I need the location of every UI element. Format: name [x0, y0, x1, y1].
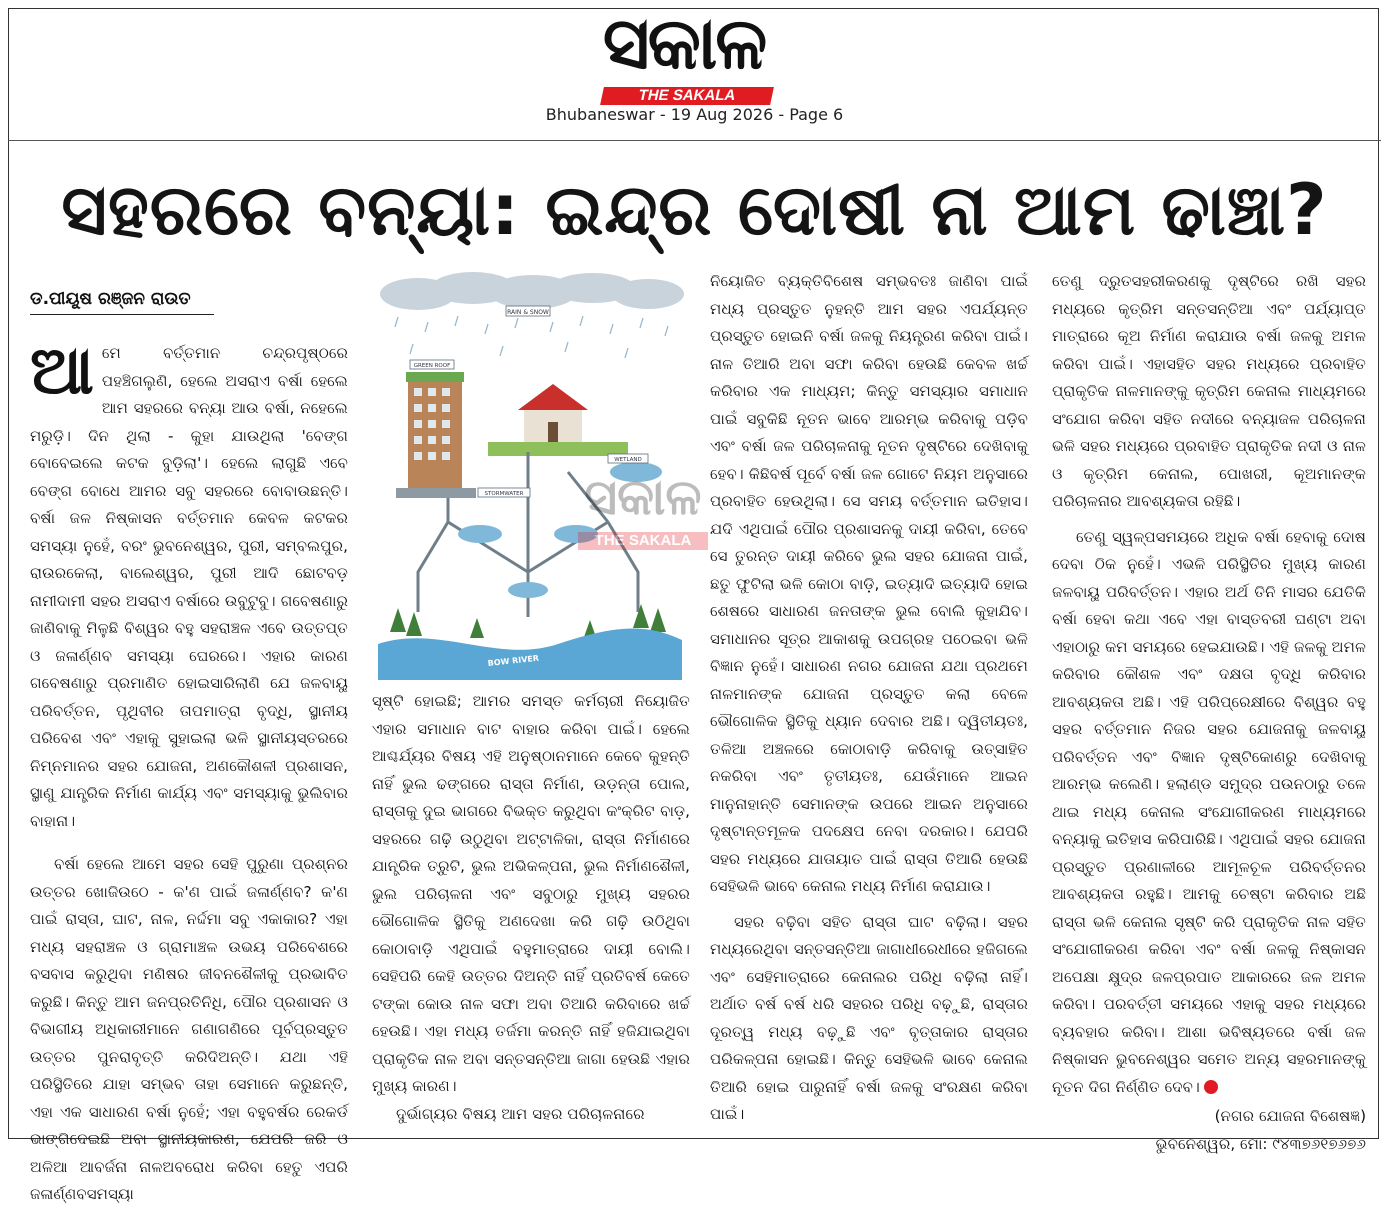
watermark-band: THE SAKALA	[578, 532, 708, 550]
paragraph	[1052, 524, 1366, 1102]
end-mark-icon	[1204, 1080, 1218, 1094]
stormwater-diagram	[378, 272, 682, 680]
paragraph: ଦୁର୍ଭାଗ୍ୟର ବିଷୟ ଆମ ସହର ପରିଚାଳନାରେ	[396, 1104, 645, 1123]
label-rain: RAIN & SNOW	[507, 309, 549, 316]
paragraph: ବର୍ଷା ହେଲେ ଆମେ ସହର ସେହି ପୁରୁଣା ପ୍ରଶ୍ନର ଉତ୍ତର ଖୋଜିଉଠେ - କ'ଣ ପାଇଁ ଜଳାର୍ଣ୍ଣବ? କ'ଣ ପାଇଁ ରାସ୍ତା, ଘାଟ, ନାଳ, ନର୍ଦ୍ଦମା ସବୁ ଏକାକାର? ଏହା ମଧ୍ୟ ସହରାଞ୍ଚଳ ଓ ଗ୍ରାମାଞ୍ଚଳ ଉଭୟ ପରିବେଶରେ ବସବାସ କରୁଥିବା ମଣିଷର ଜୀବନଶୈଳୀକୁ ପ୍ରଭାବିତ କରୁଛି। କିନ୍ତୁ ଆମ ଜନପ୍ରତିନିଧି, ପୌର ପ୍ରଶାସନ ଓ ବିଭାଗୀୟ ଅଧିକାରୀମାନେ ଗଣାଗଣିରେ ପୂର୍ବପ୍ରସ୍ତୁତ ଉତ୍ତର ପୁନରାବୃତ୍ତି କରିଦିଅନ୍ତି। ଯଥା ଏହି ପରିସ୍ଥିତିରେ ଯାହା ସମ୍ଭବ ତାହା ସେମାନେ କରୁଛନ୍ତି, ଏହା ଏକ ସାଧାରଣ ବର୍ଷା ନୁହେଁ; ଏହା ବହୁବର୍ଷର ରେକର୍ଡ ଭାଙ୍ଗିଦେଇଛି ଅବା ସ୍ଥାନୀୟକାରଣ, ଯେପରି ଜରି ଓ ଅଳିଆ ଆବର୍ଜନା ନାଳଅବରୋଧ କରିବା ହେତୁ ଏପରି ଜଳାର୍ଣ୍ଣବସମସ୍ୟା	[30, 855, 348, 1203]
logo-wordmark: ସକାଳ	[602, 1, 766, 85]
dateline: Bhubaneswar - 19 Aug 2026 - Page 6	[545, 105, 844, 124]
label-stormwater: STORMWATER	[484, 491, 524, 497]
stormwater-illustration	[378, 272, 682, 680]
author-role: (ନଗର ଯୋଜନା ବିଶେଷଜ୍ଞ)	[1214, 1107, 1366, 1125]
paragraph: ସୃଷ୍ଟି ହୋଇଛି; ଆମର ସମସ୍ତ କର୍ମଚାରୀ ନିୟୋଜିତ ଏହାର ସମାଧାନ ବାଟ ବାହାର କରିବା ପାଇଁ। ହେଲେ ଆଶ୍ଚର୍ଯ୍ୟର ବିଷୟ ଏହି ଅନୁଷ୍ଠାନମାନେ କେବେ କୁହନ୍ତି ନାହିଁ ଭୁଲ ଢଙ୍ଗରେ ରାସ୍ତା ନିର୍ମାଣ, ଉଡ଼ନ୍ତା ପୋଲ, ରାସ୍ତାକୁ ଦୁଇ ଭାଗରେ ବିଭକ୍ତ କରୁଥିବା କଂକ୍ରିଟ ବାଡ଼, ସହରରେ ଗଢ଼ି ଉଠୁଥିବା ଅଟ୍ଟାଳିକା, ରାସ୍ତା ନିର୍ମାଣରେ ଯାନ୍ତ୍ରିକ ତ୍ରୁଟି, ଭୁଲ ଅଭିକଳ୍ପନା, ଭୁଲ ନିର୍ମାଣଶୈଳୀ, ଭୁଲ ପରିଚାଳନା ଏବଂ ସବୁଠାରୁ ମୁଖ୍ୟ ସହରର ଭୌଗୋଳିକ ସ୍ଥିତିକୁ ଅଣଦେଖା କରି ଗଢ଼ି ଉଠିଥିବା କୋଠାବାଡ଼ି ଏଥିପାଇଁ ବହୁମାତ୍ରାରେ ଦାୟୀ ବୋଲି। ସେହିପରି କେହି ଉତ୍ତର ଦିଅନ୍ତି ନାହିଁ ପ୍ରତିବର୍ଷ କେତେ ଟଙ୍କା କୋଉ ନାଳ ସଫା ଅବା ତିଆରି କରିବାରେ ଖର୍ଚ୍ଚ ହେଉଛି। ଏହା ମଧ୍ୟ ତର୍ଜମା କରନ୍ତି ନାହିଁ ହଜିଯାଇଥିବା ପ୍ରାକୃତିକ ନାଳ ଅବା ସନ୍ତସନ୍ତିଆ ଜାଗା ହେଉଛି ଏହାର ମୁଖ୍ୟ କାରଣ।	[372, 692, 690, 1095]
author-contact: ଭୁବନେଶ୍ୱର, ମୋ: ୯୪୩୭୬୧୭୬୭୬	[1155, 1134, 1366, 1153]
byline: ଡ.ପୀୟୂଷ ରଞ୍ଜନ ରାଉତ	[30, 284, 214, 315]
paragraph: ନିୟୋଜିତ ବ୍ୟକ୍ତିବିଶେଷ ସମ୍ଭବତଃ ଜାଣିବା ପାଇଁ ମଧ୍ୟ ପ୍ରସ୍ତୁତ ନୁହନ୍ତି ଆମ ସହର ଏପର୍ଯ୍ୟନ୍ତ ପ୍ରସ୍ତୁତ ହୋଇନି ବର୍ଷା ଜଳକୁ ନିୟନ୍ତ୍ରଣ କରିବା ପାଇଁ। ନାଳ ତିଆରି ଅବା ସଫା କରିବା ହେଉଛି କେବଳ ଖର୍ଚ୍ଚ କରିବାର ଏକ ମାଧ୍ୟମ; କିନ୍ତୁ ସମସ୍ୟାର ସମାଧାନ ପାଇଁ ସବୁକିଛି ନୂତନ ଭାବେ ଆରମ୍ଭ କରିବାକୁ ପଡ଼ିବ ଏବଂ ବର୍ଷା ଜଳ ପରିଚାଳନାକୁ ନୂତନ ଦୃଷ୍ଟିରେ ଦେଖିବାକୁ ହେବ। କିଛିବର୍ଷ ପୂର୍ବେ ବର୍ଷା ଜଳ ଗୋଟେ ନିୟମ ଅନୁସାରେ ପ୍ରବାହିତ ହେଉଥିଲା। ସେ ସମୟ ବର୍ତ୍ତମାନ ଇତିହାସ। ଯଦି ଏଥିପାଇଁ ପୌର ପ୍ରଶାସନକୁ ଦାୟୀ କରିବା, ତେବେ ସେ ତୁରନ୍ତ ଦାୟୀ କରିବେ ଭୁଲ ସହର ଯୋଜନା ପାଇଁ, ଛତୁ ଫୁଟିଲା ଭଳି କୋଠା ବାଡ଼ି, ଇତ୍ୟାଦି ଇତ୍ୟାଦି ହୋଇ ଶେଷରେ ସାଧାରଣ ଜନତାଙ୍କ ଭୁଲ ବୋଲି କୁହାଯିବ। ସମାଧାନର ସୂତ୍ର ଆକାଶକୁ ଉପଗ୍ରହ ପଠେଇବା ଭଳି ବିଜ୍ଞାନ ନୁହେଁ। ସାଧାରଣ ନଗର ଯୋଜନା ଯଥା ପ୍ରଥମେ ନାଳମାନଙ୍କ ଯୋଜନା ପ୍ରସ୍ତୁତ କଲା ବେଳେ ଭୌଗୋଳିକ ସ୍ଥିତିକୁ ଧ୍ୟାନ ଦେବାର ଅଛି। ଦ୍ୱିତୀୟତଃ, ତଳିଆ ଅଞ୍ଚଳରେ କୋଠାବାଡ଼ି କରିବାକୁ ଉତ୍ସାହିତ ନକରିବା ଏବଂ ତୃତୀୟତଃ, ଯେଉଁମାନେ ଆଇନ ମାନୁନାହାନ୍ତି ସେମାନଙ୍କ ଉପରେ ଆଇନ ଅନୁସାରେ ଦୃଷ୍ଟାନ୍ତମୂଳକ ପଦକ୍ଷେପ ନେବା ଦରକାର। ଯେପରି ସହର ମଧ୍ୟରେ ଯାତାୟାତ ପାଇଁ ରାସ୍ତା ତିଆରି ହେଉଛି ସେହିଭଳି ଭାବେ କେନାଲ ମଧ୍ୟ ନିର୍ମାଣ କରାଯାଉ।	[710, 272, 1028, 895]
wetland-ponds	[458, 462, 662, 598]
paragraph-text: ତେଣୁ ସ୍ୱଳ୍ପସମୟରେ ଅଧିକ ବର୍ଷା ହେବାକୁ ଦୋଷ ଦେବା ଠିକ ନୁହେଁ। ଏଭଳି ପରିସ୍ଥିତିର ମୁଖ୍ୟ କାରଣ ଜଳବାୟୁ ପରିବର୍ତ୍ତନ। ଏହାର ଅର୍ଥ ତିନି ମାସର ଯେତିକି ବର୍ଷା ହେବା କଥା ଏବେ ଏହା ବାସ୍ତବରୀ ଘଣ୍ଟା ଅବା ଏହାଠାରୁ କମ ସମୟରେ ହେଇଯାଉଛି। ଏହି ଜଳକୁ ଅମଳ କରିବାର କୌଶଳ ଏବଂ ଦକ୍ଷତା ବୃଦ୍ଧି କରିବାର ଆବଶ୍ୟକତା ଅଛି। ଏହି ପରିପ୍ରେକ୍ଷୀରେ ବିଶ୍ୱର ବହୁ ସହର ବର୍ତ୍ତମାନ ନିଜର ସହର ଯୋଜନାକୁ ଜଳବାୟୁ ପରିବର୍ତ୍ତନ ଏବଂ ବିଜ୍ଞାନ ଦୃଷ୍ଟିକୋଣରୁ ଦେଖିବାକୁ ଆରମ୍ଭ କଲେଣି। ହଲାଣ୍ଡ ସମୁଦ୍ର ପଉନଠାରୁ ତଳେ ଥାଇ ମଧ୍ୟ କେନାଲ ସଂଯୋଗୀକରଣ ମାଧ୍ୟମରେ ବନ୍ୟାକୁ ଇତିହାସ କରିପାରିଛି। ଏଥିପାଇଁ ସହର ଯୋଜନା ପ୍ରସ୍ତୁତ ପ୍ରଣାଳୀରେ ଆମୂଳଚୂଳ ପରିବର୍ତ୍ତନର ଆବଶ୍ୟକତା ରହୁଛି। ଆମକୁ ଚେଷ୍ଟା କରିବାର ଅଛି ରାସ୍ତା ଭଳି କେନାଲ ସୃଷ୍ଟି କରି ପ୍ରାକୃତିକ ନାଳ ସହିତ ସଂଯୋଗୀକରଣ କରିବା ଏବଂ ବର୍ଷା ଜଳକୁ ନିଷ୍କାସନ ଅପେକ୍ଷା କ୍ଷୁଦ୍ର ଜଳପ୍ରପାତ ଆକାରରେ ଜଳ ଅମଳ କରିବା। ପରବର୍ତ୍ତୀ ସମୟରେ ଏହାକୁ ସହର ମଧ୍ୟରେ ବ୍ୟବହାର କରିବା। ଆଶା ଭବିଷ୍ୟତରେ ବର୍ଷା ଜଳ ନିଷ୍କାସନ ଭୁବନେଶ୍ୱର ସମେତ ଅନ୍ୟ ସହରମାନଙ୍କୁ ନୂତନ ଦିଗ ନିର୍ଣ୍ଣିତ ଦେବ।	[1052, 527, 1366, 1096]
masthead	[0, 0, 1389, 140]
rain-icon	[395, 316, 668, 358]
label-wetland: WETLAND	[614, 457, 642, 463]
paragraph-text: ମେ ବର୍ତ୍ତମାନ ଚନ୍ଦ୍ରପୃଷ୍ଠରେ ପହଞ୍ଚିଗଲୁଣି, ହେଲେ ଅସରାଏ ବର୍ଷା ହେଲେ ଆମ ସହରରେ ବନ୍ୟା ଆଉ ବର୍ଷା, ନହେଲେ ମରୁଡ଼ି। ଦିନ ଥିଲା - କୁହା ଯାଉଥିଲା 'ବେଙ୍ଗ ବୋବେଇଲେ କଟକ ବୁଡ଼ିଲା'। ହେଲେ ଲାଗୁଛି ଏବେ ବେଙ୍ଗ ବୋଧେ ଆମର ସବୁ ସହରରେ ବୋବାଉଛନ୍ତି। ବର୍ଷା ଜଳ ନିଷ୍କାସନ ବର୍ତ୍ତମାନ କେବଳ କଟକର ସମସ୍ୟା ନୁହେଁ, ବରଂ ଭୁବନେଶ୍ୱର, ପୁରୀ, ସମ୍ବଲପୁର, ରାଉରକେଲା, ବାଲେଶ୍ୱର, ପୁରୀ ଆଦି ଛୋଟବଡ଼ ନାମୀଦାମୀ ସହର ଅସରାଏ ବର୍ଷାରେ ଉବୁଟୁବୁ। ଗବେଷଣାରୁ ଜାଣିବାକୁ ମିଳୁଛି ବିଶ୍ୱର ବହୁ ସହରାଞ୍ଚଳ ଏବେ ଉତ୍ତପ୍ତ ଓ ଜଳାର୍ଣ୍ଣବ ସମସ୍ୟା ଘେରରେ। ଏହାର କାରଣ ଗବେଷଣାରୁ ପ୍ରମାଣିତ ହୋଇସାରିଲାଣି ଯେ ଜଳବାୟୁ ପରିବର୍ତ୍ତନ, ପୃଥିବୀର ତାପମାତ୍ରା ବୃଦ୍ଧି, ସ୍ଥାନୀୟ ପରିବେଶ ଏବଂ ଏହାକୁ ସୁହାଇଲା ଭଳି ସ୍ଥାନୀୟସ୍ତରରେ ନିମ୍ନମାନର ସହର ଯୋଜନା, ଅଣକୌଶଳୀ ପ୍ରଶାସନ, ସ୍ଥାଣୁ ଯାନ୍ତ୍ରିକ ନିର୍ମାଣ କାର୍ଯ୍ୟ ଏବଂ ସମସ୍ୟାକୁ ଭୁଲିବାର ବାହାନା।	[30, 344, 348, 830]
masthead-divider	[8, 140, 1381, 141]
logo-band: THE SAKALA	[600, 87, 774, 105]
column-1	[30, 332, 348, 1203]
newspaper-logo[interactable]	[548, 1, 820, 104]
drop-cap: ଆ	[30, 332, 94, 409]
house-icon	[488, 384, 628, 456]
paragraph: ସହର ବଢ଼ିବା ସହିତ ରାସ୍ତା ଘାଟ ବଢ଼ିଲା। ସହର ମଧ୍ୟରେଥିବା ସନ୍ତସନ୍ତିଆ ଜାଗାଧୀରେଧୀରେ ହଜିଗଲେ ଏବଂ ସେହିମାତ୍ରାରେ କେନାଲର ପରିଧି ବଢ଼ିଲା ନାହିଁ। ଅର୍ଥାତ ବର୍ଷ ବର୍ଷ ଧରି ସହରର ପରିଧି ବଢ଼ୁଛି, ରାସ୍ତାର ଦୂରତ୍ୱ ମଧ୍ୟ ବଢ଼ୁଛି ଏବଂ ବୃତ୍ତାକାର ରାସ୍ତାର ପରିକଳ୍ପନା ହୋଇଛି। କିନ୍ତୁ ସେହିଭଳି ଭାବେ କେନାଲ ତିଆରି ହୋଇ ପାରୁନାହିଁ ବର୍ଷା ଜଳକୁ ସଂରକ୍ଷଣ କରିବା ପାଇଁ।	[710, 912, 1028, 1123]
label-river: BOW RIVER	[487, 653, 540, 668]
paragraph	[30, 332, 348, 835]
paragraph: ତେଣୁ ଦ୍ରୁତସହରୀକରଣକୁ ଦୃଷ୍ଟିରେ ରଖି ସହର ମଧ୍ୟରେ କୃତ୍ରିମ ସନ୍ତସନ୍ତିଆ ଏବଂ ପର୍ଯ୍ୟାପ୍ତ ମାତ୍ରାରେ କୂଅ ନିର୍ମାଣ କରାଯାଉ ବର୍ଷା ଜଳକୁ ଅମଳ କରିବା ପାଇଁ। ଏହାସହିତ ସହର ମଧ୍ୟରେ ପ୍ରବାହିତ ପ୍ରାକୃତିକ ନାଳମାନଙ୍କୁ କୃତ୍ରିମ କେନାଲ ମାଧ୍ୟମରେ ସଂଯୋଗ କରିବା ସହିତ ନଦୀରେ ବନ୍ୟାଜଳ ପରିଚାଳନା ଭଳି ସହର ମଧ୍ୟରେ ପ୍ରବାହିତ ପ୍ରାକୃତିକ ନଦୀ ଓ ନାଳ ଓ କୃତ୍ରିମ କେନାଲ, ପୋଖରୀ, କୂଅମାନଙ୍କ ପରିଚାଳନାର ଆବଶ୍ୟକତା ରହିଛି।	[1052, 272, 1366, 510]
column-2	[372, 688, 690, 1130]
watermark-wordmark: ସକାଳ	[584, 468, 702, 526]
label-green-roof: GREEN ROOF	[413, 363, 451, 369]
column-3	[710, 268, 1028, 1130]
column-4	[1052, 268, 1366, 1153]
clouds	[380, 272, 684, 310]
building-icon	[396, 372, 476, 498]
article-headline: ସହରରେ ବନ୍ୟା: ଇନ୍ଦ୍ର ଦୋଷୀ ନା ଆମ ଢାଞ୍ଚା?	[61, 169, 1328, 251]
